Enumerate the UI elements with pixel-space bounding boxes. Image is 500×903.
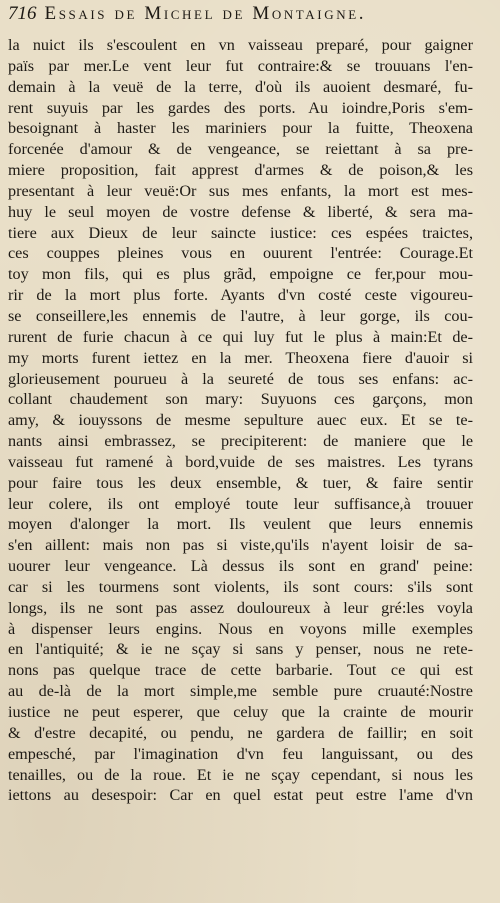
text-line: uourer leur vengeance. Là dessus ils sont en grand' peine:	[8, 557, 473, 576]
text-line: iettons au desespoir: Car en quel estat peut estre l'ame d'vn	[8, 786, 473, 805]
running-head: Essais de Michel de Montaigne.	[44, 3, 367, 24]
text-line: besoignant à haster les mariniers pour la fuitte, Theoxena	[8, 119, 473, 138]
body-text	[8, 35, 473, 806]
page-header	[8, 3, 494, 35]
text-line: au de-là de la mort simple,me semble pure cruauté:Nostre	[8, 682, 473, 701]
text-line: empesché, par l'imagination d'vn feu languissant, ou des	[8, 744, 473, 763]
text-line: longs, ils ne sont pas assez douloureux à leur gré:les voyla	[8, 598, 473, 617]
text-line: à dispenser leurs engins. Nous en voyons mille exemples	[8, 619, 473, 638]
text-line: & d'estre decapité, ou pendu, ne gardera de faillir; en soit	[8, 723, 473, 742]
text-line: nons pas quelque trace de cette barbarie. Tout ce qui est	[8, 661, 473, 680]
text-line: glorieusement pourueu à la seureté de tous ses enfans: ac-	[8, 369, 473, 388]
text-line: moyen d'alonger la mort. Ils veulent que leurs ennemis	[8, 515, 473, 534]
text-line: tenailles, ou de la roue. Et ie ne sçay cependant, si nous les	[8, 765, 473, 784]
text-line: rir de la mort plus forte. Ayants d'vn costé ceste vigoureu-	[8, 286, 473, 305]
text-line: iustice ne peut esperer, que celuy que la crainte de mourir	[8, 703, 473, 721]
text-line: forcenée d'amour & de vengeance, se reiettant à sa pre-	[8, 140, 473, 159]
text-line: presentant à leur veuë:Or sus mes enfants, la mort est mes-	[8, 181, 473, 200]
text-line: rent suyuis par les gardes des ports. Au ioindre,Poris s'em-	[8, 98, 473, 117]
text-line: la nuict ils s'escoulent en vn vaisseau preparé, pour gaigner	[8, 36, 473, 54]
text-line: huy le seul moyen de vostre defense & liberté, & sera ma-	[8, 202, 473, 221]
text-line: s'en aillent: mais non pas si viste,qu'ils n'ayent loisir de sa-	[8, 536, 473, 555]
text-line: demain à la veuë de la terre, d'où ils auoient desmaré, fu-	[8, 77, 473, 96]
text-line: pour faire tous les deux ensemble, & tuer, & faire sentir	[8, 473, 473, 492]
text-line: miere proposition, fait apprest d'armes & de poison,& les	[8, 161, 473, 180]
text-line: vaisseau fut ramené à bord,vuide de ses maistres. Les tyrans	[8, 452, 473, 471]
text-line: païs par mer.Le vent leur fut contraire:& se trouuans l'en-	[8, 56, 473, 75]
text-line: rurent de furie chacun à ce qui luy fut le plus à main:Et de-	[8, 327, 473, 346]
text-line: nants ainsi embrassez, se precipiterent: de maniere que le	[8, 432, 473, 451]
text-line: my morts furent iettez en la mer. Theoxena fiere d'auoir si	[8, 348, 473, 367]
text-line: leur colere, ils ont employé toute leur suffisance,à trouuer	[8, 494, 473, 513]
text-line: collant chaudement son mary: Suyuons ces garçons, mon	[8, 390, 473, 409]
text-line: en l'antiquité; & ie ne sçay si sans y penser, nous ne rete-	[8, 640, 473, 659]
text-line: tiere aux Dieux de leur saincte iustice: ces espées traictes,	[8, 223, 473, 242]
text-line: se conseillere,les ennemis de l'autre, à leur gorge, ils cou-	[8, 306, 473, 325]
text-line: toy mon fils, qui es plus grãd, empoigne ce fer,pour mou-	[8, 265, 473, 284]
text-line: amy, & iouyssons de mesme sepulture auec eux. Et se te-	[8, 411, 473, 430]
page-number: 716	[8, 3, 37, 24]
text-line: ces couppes pleines vous en ouurent l'entrée: Courage.Et	[8, 244, 473, 263]
text-line: car si les tourmens sont violents, ils sont cours: s'ils sont	[8, 577, 473, 596]
